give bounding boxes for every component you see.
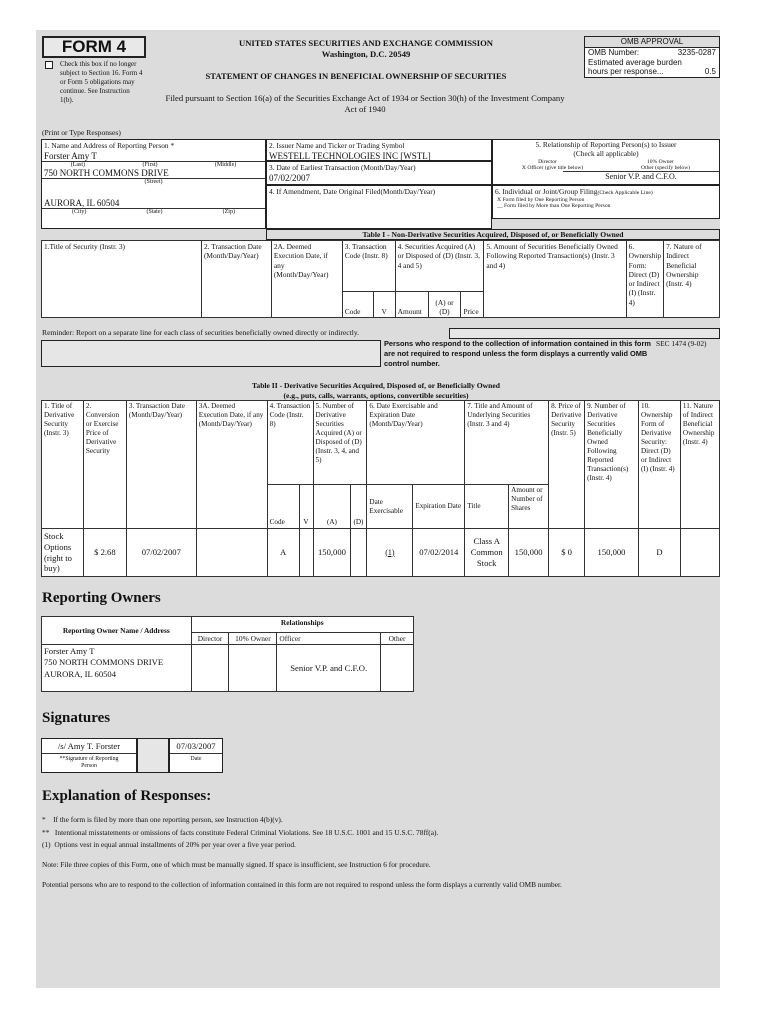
t2-col-deriv-price: 8. Price of Derivative Security (Instr. 5) — [549, 401, 585, 529]
t1-code: Code — [342, 292, 373, 318]
t2-row-underlying-amt: 150,000 — [509, 529, 549, 577]
owner-option[interactable]: 10% Owner — [646, 159, 674, 165]
t2-col-price: 2. Conversion or Exercise Price of Derivative Security — [83, 401, 126, 529]
agency-name: UNITED STATES SECURITIES AND EXCHANGE COMMISSION — [239, 38, 493, 48]
check-box-text: Check this box if no longer subject to Section 16. Form 4 or Form 5 obligations may continue. See Instruction 1(b). — [60, 60, 143, 105]
state-label: (State) — [146, 209, 163, 215]
city-label: (City) — [72, 209, 87, 215]
box5-sub: (Check all applicable) — [573, 149, 639, 158]
relationships-col: Relationships — [191, 617, 413, 633]
t2-col-number: 5. Number of Derivative Securities Acquired (A) or Disposed of (D) (Instr. 3, 4, and 5) — [313, 401, 367, 485]
box4-label: 4. If Amendment, Date Original Filed(Month/Day/Year) — [269, 187, 436, 196]
t2-row-date-ex: (1) — [367, 529, 413, 577]
t1-col-nature: 7. Nature of Indirect Beneficial Ownership (Instr. 4) — [664, 241, 720, 318]
form-page — [36, 30, 720, 988]
explanation-heading: Explanation of Responses: — [42, 788, 212, 804]
t1-col-ownership: 6. Ownership Form: Direct (D) or Indirect (I) (Instr. 4) — [626, 241, 663, 318]
omb-burden: Estimated average burden — [588, 57, 682, 67]
omb-approval-box — [584, 36, 720, 78]
t1-col-code: 3. Transaction Code (Instr. 8) — [342, 241, 395, 292]
signature-label: **Signature of Reporting Person — [59, 756, 119, 769]
issuer-box — [266, 139, 492, 161]
box3-label: 3. Date of Earliest Transaction (Month/Day/Year) — [269, 163, 416, 172]
reporting-owners-heading: Reporting Owners — [42, 590, 161, 606]
t2-amt: Amount or Number of Shares — [509, 485, 549, 529]
t2-row-form: D — [638, 529, 680, 577]
signature-date: 07/03/2007 — [170, 739, 222, 754]
t2-col-code: 4. Transaction Code (Instr. 8) — [267, 401, 313, 485]
group-filing-box — [492, 185, 720, 219]
agency-city: Washington, D.C. 20549 — [321, 49, 411, 59]
t1-price: Price — [461, 292, 484, 318]
table1 — [41, 240, 720, 318]
no-longer-subject-checkbox[interactable] — [45, 61, 53, 69]
table2 — [41, 400, 720, 577]
t2-row-exp: 07/02/2014 — [413, 529, 465, 577]
t1-aord: (A) or (D) — [428, 292, 461, 318]
explanation-notes — [42, 815, 712, 889]
reporting-owners-table — [41, 616, 414, 692]
middle-label: (Middle) — [214, 162, 237, 168]
t2-date-ex: Date Exercisable — [367, 485, 413, 529]
t2-col-exercisable: 6. Date Exercisable and Expiration Date (Month/Day/Year) — [367, 401, 465, 485]
t2-row-underlying: Class A Common Stock — [465, 529, 509, 577]
first-label: (First) — [142, 162, 158, 168]
omb-hours: 0.5 — [704, 67, 716, 76]
t1-col-deemed: 2A. Deemed Execution Date, if any (Month/Day/Year) — [271, 241, 342, 318]
t2-row-deriv-price: $ 0 — [549, 529, 585, 577]
date-label: Date — [190, 756, 202, 762]
owner-other-col: Other — [381, 633, 414, 645]
note-potential: Potential persons who are to respond to the collection of information contained in this form are not required to respond unless the form displays a currently valid OMB number. — [42, 879, 562, 889]
t1-v: V — [373, 292, 395, 318]
box1-label: 1. Name and Address of Reporting Person * — [44, 141, 175, 150]
filed-pursuant: Filed pursuant to Section 16(a) of the Securities Exchange Act of 1934 or Section 30(h) of the Investment Company Act of 1940 — [165, 93, 565, 115]
owner-officer-value: Senior V.P. and C.F.O. — [277, 645, 381, 692]
omb-hours-label: hours per response... — [588, 67, 664, 76]
t1-col-title: 1.Title of Security (Instr. 3) — [42, 241, 202, 318]
owner-name-col: Reporting Owner Name / Address — [42, 617, 192, 645]
t2-v: V — [299, 485, 313, 529]
director-option[interactable]: Director — [538, 159, 557, 165]
omb-number-label: OMB Number: — [588, 48, 640, 57]
t2-col-underlying: 7. Title and Amount of Underlying Securities (Instr. 3 and 4) — [465, 401, 549, 485]
box2-label: 2. Issuer Name and Ticker or Trading Symbol — [269, 141, 405, 150]
signatures-heading: Signatures — [42, 710, 111, 726]
t2-exp: Expiration Date — [413, 485, 465, 529]
t2-col-title: 1. Title of Derivative Security (Instr. 3) — [42, 401, 84, 529]
t1-amount: Amount — [395, 292, 428, 318]
print-note: (Print or Type Responses) — [42, 128, 121, 137]
t2-row-date: 07/02/2007 — [126, 529, 196, 577]
blank-field — [41, 340, 381, 367]
note-double-star: ** Intentional misstatements or omissions of facts constitute Federal Criminal Violations. See 18 U.S.C. 1001 and 15 U.S.C. 78ff(a). — [42, 827, 439, 837]
table-row — [42, 529, 720, 577]
t2-col-deemed: 3A. Deemed Execution Date, if any (Month/Day/Year) — [196, 401, 267, 529]
reporting-street: 750 NORTH COMMONS DRIVE — [44, 168, 169, 178]
signature-date-box — [169, 738, 223, 773]
zip-label: (Zip) — [222, 209, 235, 215]
owner-officer-col: Officer — [277, 633, 381, 645]
t1-col-date: 2. Transaction Date (Month/Day/Year) — [201, 241, 271, 318]
form-title: FORM 4 — [61, 37, 127, 56]
owner-director-col: Director — [191, 633, 229, 645]
officer-title: Senior V.P. and C.F.O. — [563, 171, 719, 181]
table2-title: Table II - Derivative Securities Acquired, Disposed of, or Beneficially Owned — [252, 381, 500, 390]
reporting-city: AURORA, IL 60504 — [44, 198, 120, 208]
sec-code: SEC 1474 (9-02) — [656, 339, 707, 348]
box6-label: 6. Individual or Joint/Group Filing — [495, 187, 598, 196]
earliest-transaction-box — [266, 161, 492, 185]
table1-title: Table I - Non-Derivative Securities Acquired, Disposed of, or Beneficially Owned — [266, 229, 720, 240]
relationship-box — [492, 139, 720, 185]
owner-line2: 750 NORTH COMMONS DRIVE — [44, 657, 164, 668]
statement-title: STATEMENT OF CHANGES IN BENEFICIAL OWNERSHIP OF SECURITIES — [205, 71, 507, 81]
t2-col-nature: 11. Nature of Indirect Beneficial Ownership (Instr. 4) — [680, 401, 719, 529]
t1-col-amount: 5. Amount of Securities Beneficially Owned Following Reported Transaction(s) (Instr. 3 and 4) — [484, 241, 626, 318]
street-label: (Street) — [42, 178, 265, 185]
omb-number: 3235-0287 — [677, 48, 716, 57]
t2-row-title: Stock Options (right to buy) — [42, 529, 84, 577]
reminder-field — [449, 328, 720, 339]
t2-row-acquired: 150,000 — [313, 529, 351, 577]
other-option[interactable]: Other (specify below) — [641, 165, 691, 171]
owner-10pct-col: 10% Owner — [229, 633, 277, 645]
t1-col-acquired: 4. Securities Acquired (A) or Disposed of (D) (Instr. 3, 4 and 5) — [395, 241, 484, 292]
amendment-box — [266, 185, 492, 229]
earliest-transaction-date: 07/02/2007 — [269, 173, 311, 183]
t2-col-date: 3. Transaction Date (Month/Day/Year) — [126, 401, 196, 529]
reminder-text: Reminder: Report on a separate line for each class of securities beneficially owned directly or indirectly. — [42, 328, 360, 337]
t2-code: Code — [267, 485, 299, 529]
form-title-box — [42, 36, 146, 58]
table2-subtitle: (e.g., puts, calls, warrants, options, convertible securities) — [283, 391, 469, 400]
owner-line1: Forster Amy T — [44, 646, 95, 657]
reporting-person-box — [41, 139, 266, 229]
signature-spacer — [137, 738, 169, 773]
t2-col-form: 10. Ownership Form of Derivative Security: Direct (D) or Indirect (I) (Instr. 4) — [638, 401, 680, 529]
t2-row-price: $ 2.68 — [83, 529, 126, 577]
one-person-option[interactable]: X Form filed by One Reporting Person — [497, 197, 585, 203]
officer-option[interactable]: X Officer (give title below) — [521, 165, 584, 171]
note-1: (1) Options vest in equal annual installments of 20% per year over a five year period. — [42, 840, 296, 850]
box5-label: 5. Relationship of Reporting Person(s) to Issuer — [535, 140, 677, 149]
signature-value: /s/ Amy T. Forster — [42, 739, 136, 754]
box6-label-small: (Check Applicable Line) — [597, 190, 653, 196]
signature-box — [41, 738, 137, 773]
t2-a: (A) — [313, 485, 351, 529]
reporting-person-name: Forster Amy T — [44, 151, 97, 161]
omb-title: OMB APPROVAL — [585, 37, 719, 48]
t2-row-owned: 150,000 — [585, 529, 639, 577]
last-label: (Last) — [70, 162, 86, 168]
t2-title-h: Title — [465, 485, 509, 529]
more-person-option[interactable]: __ Form filed by More than One Reporting Person — [497, 203, 611, 209]
table-row — [42, 645, 414, 692]
persons-notice: Persons who respond to the collection of information contained in this form are not required to respond unless the form displays a currently valid OMB control number. — [384, 339, 651, 368]
t2-col-owned: 9. Number of Derivative Securities Beneficially Owned Following Reported Transaction(s) (Instr. 4) — [585, 401, 639, 529]
note-copies: Note: File three copies of this Form, one of which must be manually signed. If space is insufficient, see Instruction 6 for procedure. — [42, 859, 431, 869]
note-star: * If the form is filed by more than one reporting person, see Instruction 4(b)(v). — [42, 815, 283, 824]
issuer-name: WESTELL TECHNOLOGIES INC [WSTL] — [269, 151, 431, 161]
t2-d: (D) — [351, 485, 367, 529]
t2-row-code: A — [267, 529, 299, 577]
owner-line3: AURORA, IL 60504 — [44, 668, 117, 679]
